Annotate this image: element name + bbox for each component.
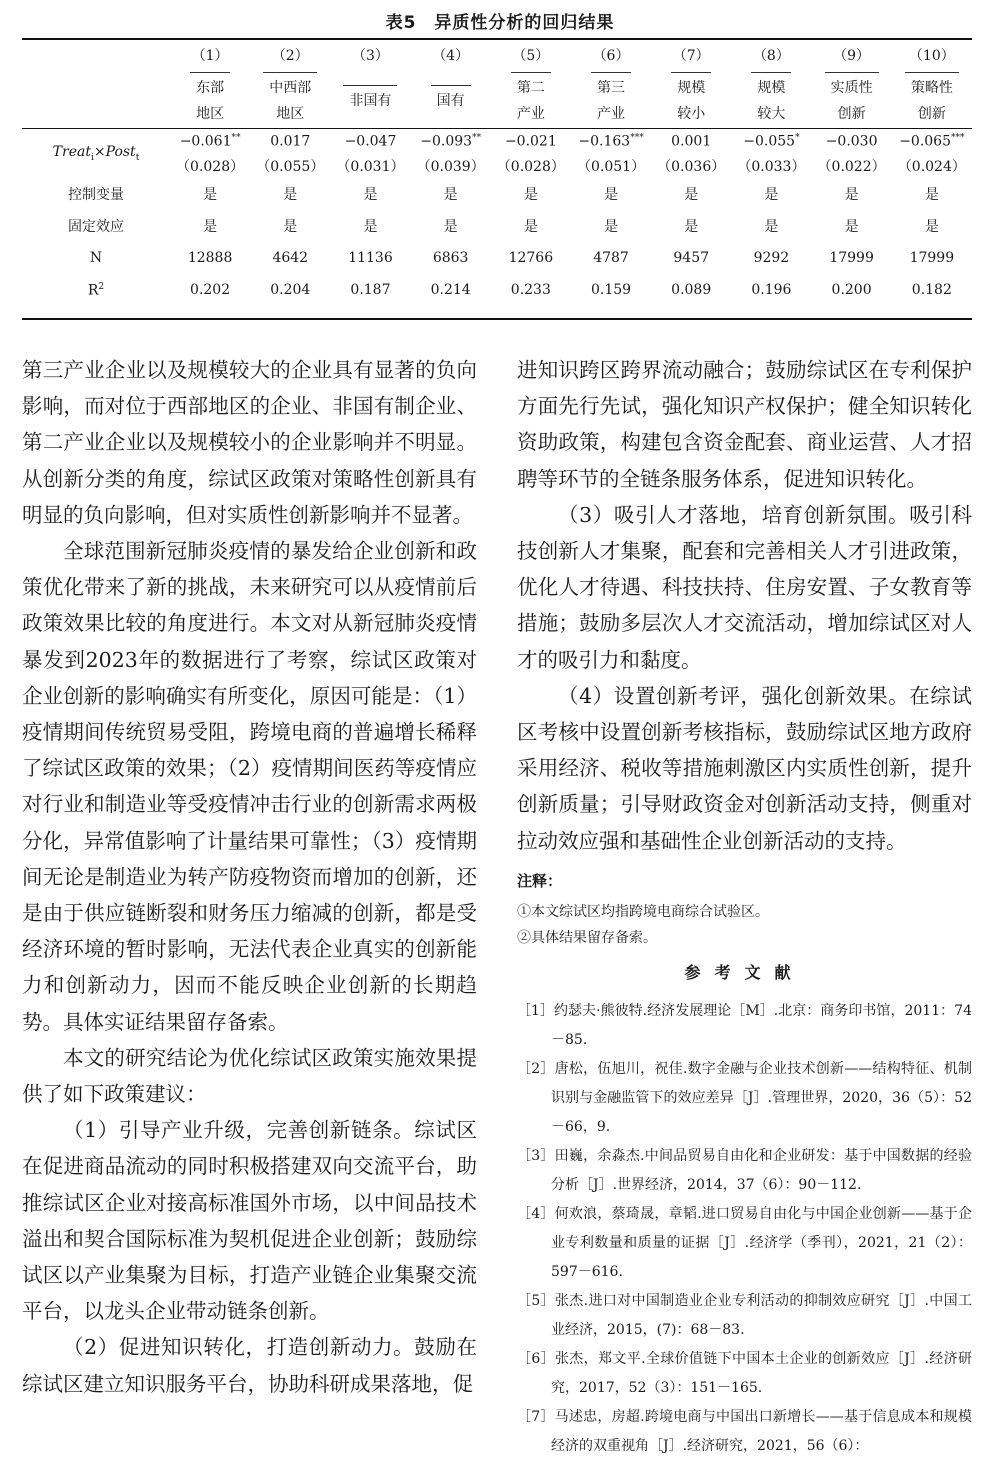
coef-value: −0.093 xyxy=(420,133,473,150)
col-number: （6） xyxy=(592,48,630,64)
body-paragraph: 全球范围新冠肺炎疫情的暴发给企业创新和政策优化带来了新的挑战，未来研究可以从疫情前后政策效果比较的角度进行。本文对从新冠肺炎疫情暴发到2023年的数据进行了考察，综试区政策对企业创新的影响确实有所变化，原因可能是：（1）疫情期间传统贸易受阻，跨境电商的普遍增长稀释了综试区政策的效果；（2）疫情期间医药等疫情应对行业和制造业等受疫情冲击行业的创新需求两极分化，异常值影响了计量结果可靠性；（3）疫情期间无论是制造业为转产防疫物资而增加的创新，还是由于供应链断裂和财务压力缩减的创新，都是受经济环境的暂时影响，无法代表企业真实的创新能力和创新动力，因而不能反映企业创新的长期趋势。具体实证结果留存备索。 xyxy=(22,539,477,1034)
table-title: 表5 异质性分析的回归结果 xyxy=(385,13,615,33)
col-label xyxy=(651,70,731,128)
table-cell: 0.196 xyxy=(751,282,792,298)
table-cell: 是 xyxy=(523,219,538,235)
col-label xyxy=(571,70,651,128)
table-cell: 17999 xyxy=(909,250,955,266)
stub-empty xyxy=(22,70,170,128)
body-paragraph: （3）吸引人才落地，培育创新氛围。吸引科技创新人才集聚，配套和完善相关人才引进政策，优化人才待遇、科技扶持、住房安置、子女教育等措施；鼓励多层次人才交流活动，增加综试区对人才的吸引力和黏度。 xyxy=(517,502,972,672)
col-label xyxy=(491,70,571,128)
coef-cell xyxy=(170,128,250,154)
coef-cell xyxy=(812,128,892,154)
significance-stars: *** xyxy=(951,132,965,143)
col-label-line: 非国有 xyxy=(349,92,392,109)
left-column xyxy=(22,352,477,1402)
table-cell: 是 xyxy=(604,219,619,235)
body-paragraph: （2）促进知识转化，打造创新动力。鼓励在综试区建立知识服务平台，协助科研成果落地，促 xyxy=(22,1335,477,1396)
coef-value: −0.163 xyxy=(578,133,631,150)
table-cell: 是 xyxy=(844,219,859,235)
col-label xyxy=(892,70,972,128)
post-sub: t xyxy=(135,152,140,163)
col-label-group xyxy=(671,72,711,127)
se-cell: （0.031） xyxy=(336,159,405,175)
se-cell: （0.033） xyxy=(737,159,806,175)
coef-cell xyxy=(330,128,410,154)
table-cell: 0.187 xyxy=(350,282,391,298)
table-cell: 是 xyxy=(844,187,859,203)
coef-value: −0.021 xyxy=(504,133,557,150)
col-label xyxy=(170,70,250,128)
col-label-line: 东部 xyxy=(196,79,225,96)
col-number: （8） xyxy=(752,48,790,64)
col-label-line: 实质性 xyxy=(830,79,873,96)
table-cell: 0.159 xyxy=(590,282,632,298)
table-cell: 是 xyxy=(523,187,538,203)
col-number: （3） xyxy=(352,48,389,64)
col-label-group xyxy=(591,72,631,127)
r2-letter: R xyxy=(87,282,99,299)
table-cell: 0.214 xyxy=(430,282,471,298)
col-label-line: 产业 xyxy=(597,105,626,122)
regression-table xyxy=(22,40,972,306)
reference-item: ［4］何欢浪，蔡琦晟，章韬.进口贸易自由化与中国企业创新——基于企业专利数量和质量的证据［J］.经济学（季刊），2021，21（2）：597－616. xyxy=(517,1206,972,1281)
row-label: 固定效应 xyxy=(68,219,124,235)
table-cell: 是 xyxy=(283,219,298,235)
reference-item: ［2］唐松，伍旭川，祝佳.数字金融与企业技术创新——结构特征、机制识别与金融监管下的效应差异［J］.管理世界，2020，36（5）：52－66，9. xyxy=(517,1061,972,1136)
col-label-line: 国有 xyxy=(436,92,465,109)
body-paragraph: 进知识跨区跨界流动融合；鼓励综试区在专利保护方面先行先试，强化知识产权保护；健全知识转化资助政策，构建包含资金配套、商业运营、人才招聘等环节的全链条服务体系，促进知识转化。 xyxy=(517,358,972,491)
se-cell: （0.022） xyxy=(817,159,886,175)
post-var: Post xyxy=(105,143,136,160)
col-label xyxy=(330,70,410,128)
col-label-line: 中西部 xyxy=(269,79,312,96)
table-row xyxy=(22,242,972,274)
col-label-group xyxy=(431,85,471,114)
table-cell: 9292 xyxy=(753,250,790,266)
col-number: （7） xyxy=(672,48,710,64)
coef-cell xyxy=(731,128,811,154)
r2-superscript: 2 xyxy=(98,281,105,292)
body-paragraph: （4）设置创新考评，强化创新效果。在综试区考核中设置创新考核指标，鼓励综试区地方政府采用经济、税收等措施刺激区内实质性创新，提升创新质量；引导财政资金对创新活动支持，侧重对拉动效应强和基础性企业创新活动的支持。 xyxy=(517,683,972,853)
reference-item: ［3］田巍，余淼杰.中间品贸易自由化和企业研发：基于中国数据的经验分析［J］.世界经济，2014，37（6）：90－112. xyxy=(517,1148,972,1194)
col-label xyxy=(731,70,811,128)
row-label: N xyxy=(89,250,103,266)
table-cell: 0.089 xyxy=(671,282,712,298)
reference-item: ［1］约瑟夫·熊彼特.经济发展理论［M］.北京：商务印书馆，2011：74－85. xyxy=(517,1003,972,1049)
col-label xyxy=(250,70,330,128)
body-paragraph: （1）引导产业升级，完善创新链条。综试区在促进商品流动的同时积极搭建双向交流平台，助推综试区企业对接高标准国外市场，以中间品技术溢出和契合国际标准为契机促进企业创新；鼓励综试区以产业集聚为目标，打造产业链企业集聚交流平台，以龙头企业带动链条创新。 xyxy=(22,1118,477,1324)
table-cell: 0.182 xyxy=(911,282,952,298)
col-label-group xyxy=(343,85,397,114)
treat-post-label xyxy=(22,128,170,178)
table-cell: 是 xyxy=(283,187,298,203)
se-cell: （0.036） xyxy=(657,159,726,175)
treat-var: Treat xyxy=(52,143,91,160)
body-paragraph: 第三产业企业以及规模较大的企业具有显著的负向影响，而对位于西部地区的企业、非国有制企业、第二产业企业以及规模较小的企业影响并不明显。从创新分类的角度，综试区政策对策略性创新具有明显的负向影响，但对实质性创新影响并不显著。 xyxy=(22,358,477,527)
r2-label xyxy=(22,274,170,306)
col-number: （9） xyxy=(833,48,871,64)
table-row xyxy=(22,178,972,210)
se-cell: （0.028） xyxy=(176,159,245,175)
table-cell: 0.204 xyxy=(270,282,311,298)
col-label-line: 规模 xyxy=(757,79,786,96)
se-cell: （0.024） xyxy=(897,159,966,175)
table-cell: 是 xyxy=(684,187,699,203)
coef-cell xyxy=(250,128,330,154)
col-label-line: 地区 xyxy=(276,105,305,122)
significance-stars: * xyxy=(795,132,800,143)
coef-value: 0.001 xyxy=(671,133,712,150)
col-label-group xyxy=(511,72,551,127)
col-label-group xyxy=(751,72,791,127)
col-label-line: 创新 xyxy=(917,105,946,122)
col-number: （4） xyxy=(432,48,470,64)
row-label: 控制变量 xyxy=(68,187,124,203)
table-cell: 12888 xyxy=(187,250,233,266)
table-cell: 是 xyxy=(443,219,458,235)
col-label-group xyxy=(905,72,959,127)
body-paragraph: 本文的研究结论为优化综试区政策实施效果提供了如下政策建议： xyxy=(22,1045,477,1107)
table-cell: 11136 xyxy=(348,250,393,266)
table-cell: 6863 xyxy=(432,250,469,266)
table-cell: 0.202 xyxy=(190,282,231,298)
se-cell: （0.039） xyxy=(416,159,485,175)
col-label xyxy=(812,70,892,128)
reference-item: ［6］张杰，郑文平.全球价值链下中国本土企业的创新效应［J］.经济研究，2017，52（3）：151－165. xyxy=(517,1351,972,1397)
table-bottom-rule xyxy=(22,318,972,320)
notes-title: 注释： xyxy=(517,871,563,890)
significance-stars: *** xyxy=(630,132,644,143)
reference-item: ［7］马述忠，房超.跨境电商与中国出口新增长——基于信息成本和规模经济的双重视角［J］.经济研究，2021，56（6）： xyxy=(517,1409,972,1455)
note-item: ①本文综试区均指跨境电商综合试验区。 xyxy=(517,904,769,921)
coef-cell xyxy=(651,128,731,154)
col-number: （1） xyxy=(191,48,229,64)
significance-stars: ** xyxy=(231,132,241,143)
coef-value: 0.017 xyxy=(270,133,311,150)
reference-item: ［5］张杰.进口对中国制造业企业专利活动的抑制效应研究［J］.中国工业经济，2015，(7)：68－83. xyxy=(517,1293,972,1339)
table-cell: 是 xyxy=(363,187,378,203)
treat-sub: i xyxy=(90,152,94,163)
col-label xyxy=(411,70,491,128)
col-label-line: 第二 xyxy=(516,79,545,96)
table-cell: 是 xyxy=(363,219,378,235)
table-cell: 9457 xyxy=(673,250,710,266)
header-number-row xyxy=(22,40,972,70)
table-cell: 是 xyxy=(924,219,939,235)
table-cell: 0.200 xyxy=(831,282,872,298)
coef-value: −0.065 xyxy=(899,133,951,150)
se-cell: （0.051） xyxy=(576,159,646,175)
coef-row xyxy=(22,128,972,154)
times-sign: × xyxy=(93,143,106,160)
table-cell: 是 xyxy=(764,187,779,203)
table-cell: 是 xyxy=(684,219,699,235)
references-title: 参考文献 xyxy=(684,963,805,983)
col-label-group xyxy=(825,72,879,127)
coef-cell xyxy=(892,128,972,154)
coef-cell xyxy=(571,128,651,154)
col-label-line: 地区 xyxy=(196,105,225,122)
se-cell: （0.055） xyxy=(256,159,325,175)
significance-stars: ** xyxy=(472,132,482,143)
col-label-line: 规模 xyxy=(677,79,706,96)
col-label-group xyxy=(263,72,317,127)
table-cell: 4642 xyxy=(272,250,309,266)
col-number: （10） xyxy=(908,48,955,64)
table-cell: 是 xyxy=(604,187,619,203)
stub-empty xyxy=(22,40,170,70)
coef-value: −0.055 xyxy=(743,133,796,150)
note-item: ②具体结果留存备索。 xyxy=(517,930,657,947)
col-label-line: 创新 xyxy=(837,105,866,122)
right-column xyxy=(517,352,972,1461)
header-label-row xyxy=(22,70,972,128)
table-cell: 0.233 xyxy=(510,282,551,298)
coef-value: −0.061 xyxy=(179,133,232,150)
col-label-line: 产业 xyxy=(516,105,545,122)
table-cell: 4787 xyxy=(593,250,629,266)
table-cell: 12766 xyxy=(508,250,554,266)
col-number: （5） xyxy=(512,48,550,64)
table-row xyxy=(22,210,972,242)
table-cell: 17999 xyxy=(829,250,874,266)
se-cell: （0.028） xyxy=(496,159,565,175)
table-cell: 是 xyxy=(764,219,779,235)
table-cell: 是 xyxy=(203,219,218,235)
coef-cell xyxy=(491,128,571,154)
coef-value: −0.030 xyxy=(825,133,878,150)
table-cell: 是 xyxy=(443,187,458,203)
table-cell: 是 xyxy=(203,187,218,203)
col-number: （2） xyxy=(271,48,309,64)
table-cell: 是 xyxy=(924,187,939,203)
col-label-line: 较大 xyxy=(757,105,786,122)
col-label-line: 较小 xyxy=(677,105,706,122)
coef-cell xyxy=(411,128,491,154)
col-label-line: 策略性 xyxy=(910,79,953,96)
col-label-group xyxy=(190,72,230,127)
r2-row xyxy=(22,274,972,306)
col-label-line: 第三 xyxy=(597,79,626,96)
coef-value: −0.047 xyxy=(344,133,397,150)
